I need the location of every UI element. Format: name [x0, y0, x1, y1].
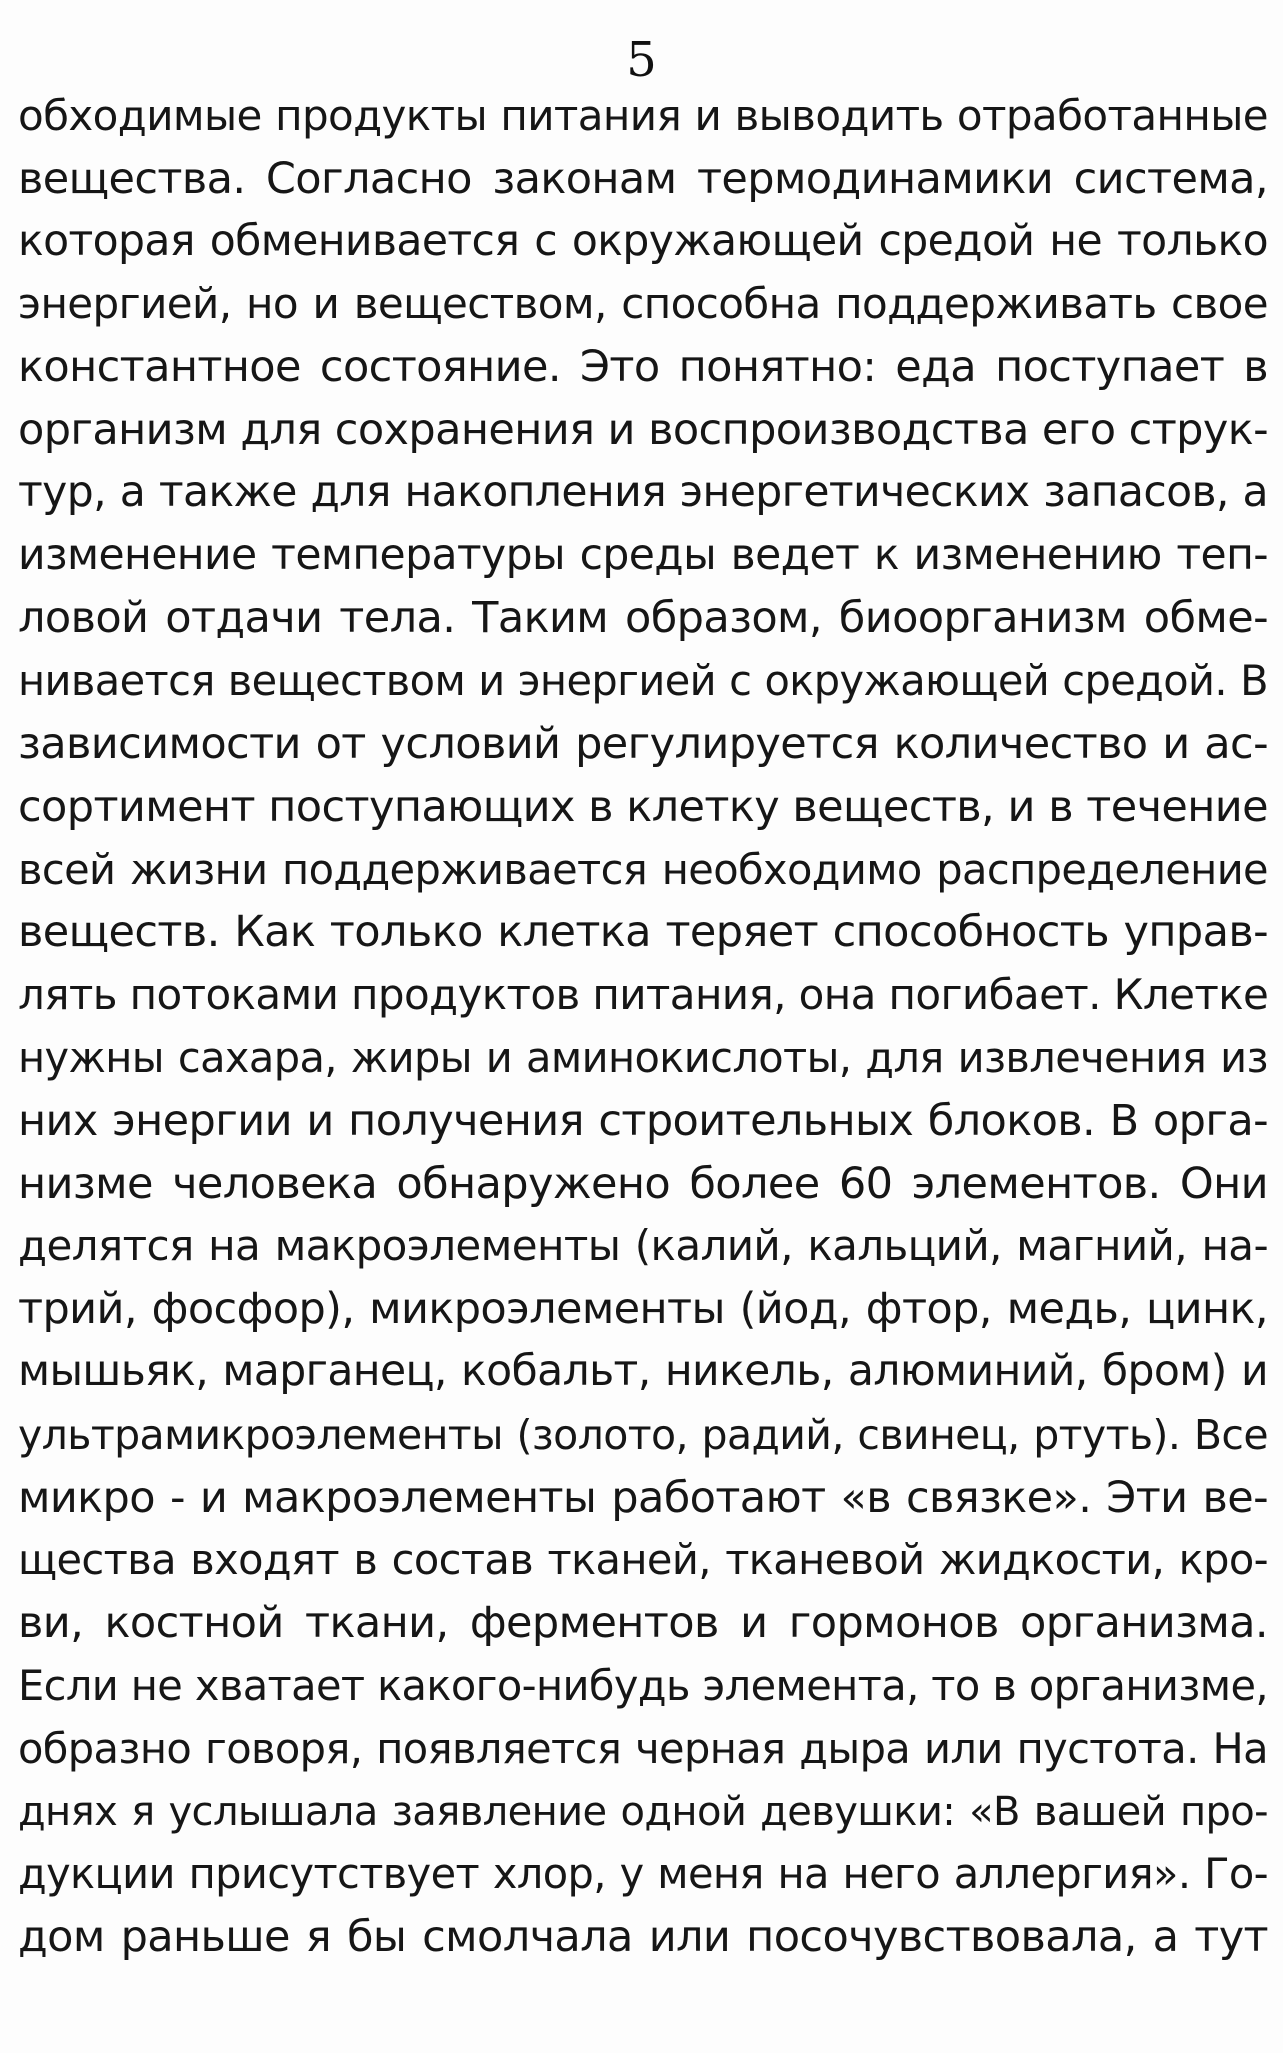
text-line: ви, костной ткани, ферментов и гормонов организма.	[18, 1598, 1268, 1649]
text-line: лять потоками продуктов питания, она погибает. Клетке	[18, 970, 1268, 1020]
text-line: нивается веществом и энергией с окружающей средой. В	[18, 656, 1268, 706]
text-line: щества входят в состав тканей, тканевой жидкости, кро-	[18, 1535, 1268, 1585]
text-line: которая обменивается с окружающей средой не только	[18, 216, 1268, 266]
page-number: 5	[626, 32, 657, 88]
text-line: них энергии и получения строительных блоков. В орга-	[18, 1095, 1268, 1146]
text-line: образно говоря, появляется черная дыра или пустота. На	[18, 1723, 1268, 1773]
text-line: низме человека обнаружено более 60 элементов. Они	[18, 1158, 1268, 1209]
text-line: зависимости от условий регулируется количество и ас-	[18, 718, 1268, 769]
text-line: обходимые продукты питания и выводить отработанные	[18, 91, 1268, 140]
text-line: Если не хватает какого-нибудь элемента, то в организме,	[18, 1660, 1268, 1710]
text-line: вещества. Согласно законам термодинамики система,	[18, 153, 1268, 204]
text-line: трий, фосфор), микроэлементы (йод, фтор, медь, цинк,	[18, 1284, 1268, 1335]
text-line: тур, а также для накопления энергетических запасов, а	[18, 467, 1268, 517]
text-line: микро - и макроэлементы работают «в связке». Эти ве-	[18, 1472, 1268, 1523]
text-line: изменение температуры среды ведет к изменению теп-	[18, 530, 1268, 580]
text-line: организм для сохранения и воспроизводства его струк-	[18, 404, 1268, 455]
text-line: ловой отдачи тела. Таким образом, биоорганизм обме-	[18, 593, 1268, 644]
text-line: мышьяк, марганец, кобальт, никель, алюминий, бром) и	[18, 1346, 1268, 1396]
text-line: дукции присутствует хлор, у меня на него аллергия». Го-	[18, 1849, 1268, 1899]
text-line: веществ. Как только клетка теряет способность управ-	[18, 907, 1268, 958]
body-text	[18, 85, 1268, 1969]
text-line: энергией, но и веществом, способна поддерживать свое	[18, 279, 1268, 329]
text-line: днях я услышала заявление одной девушки: «В вашей про-	[18, 1788, 1268, 1835]
text-line: всей жизни поддерживается необходимо распределение	[18, 844, 1268, 894]
text-line: дом раньше я бы смолчала или посочувствовала, а тут	[18, 1912, 1268, 1963]
text-line: ультрамикроэлементы (золото, радий, свинец, ртуть). Все	[18, 1410, 1268, 1459]
text-line: константное состояние. Это понятно: еда поступает в	[18, 342, 1268, 393]
text-line: делятся на макроэлементы (калий, кальций, магний, на-	[18, 1221, 1268, 1271]
text-line: сортимент поступающих в клетку веществ, и в течение	[18, 781, 1268, 832]
text-line: нужны сахара, жиры и аминокислоты, для извлечения из	[18, 1032, 1268, 1082]
